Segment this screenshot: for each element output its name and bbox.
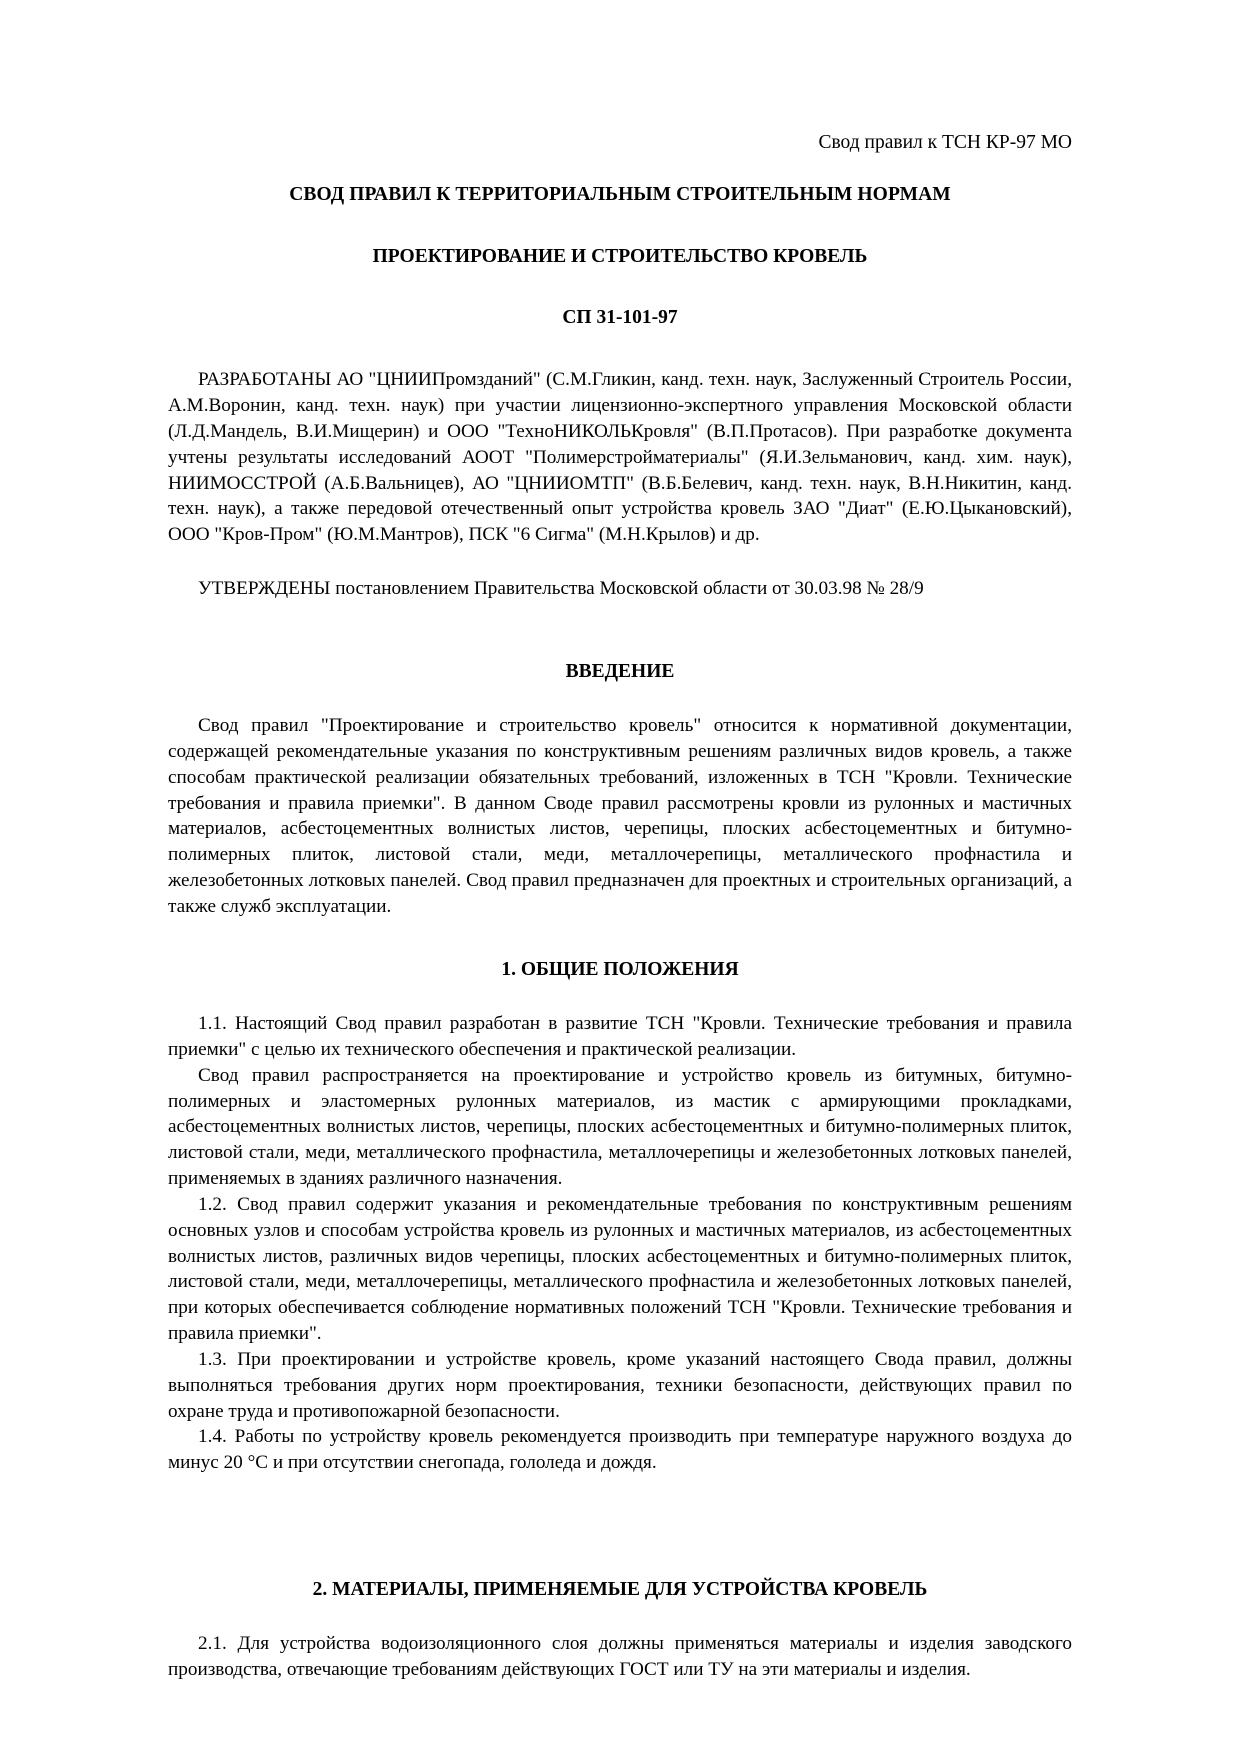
document-code: СП 31-101-97 [562,306,678,328]
introduction-paragraph: Свод правил "Проектирование и строительство кровель" относится к нормативной документации, содержащей рекомендательные указания по конструктивным решениям различных видов кровель, а также способам практической реализации обязательных требований, изложенных в ТСН "Кровли. Технические требования и правила приемки". В данном Своде правил рассмотрены кровли из рулонных и мастичных материалов, асбестоцементных волнистых листов, черепицы, плоских асбестоцементных и битумно-полимерных плиток, листовой стали, меди, металлочерепицы, металлического профнастила и железобетонных лотковых панелей. Свод правил предназначен для проектных и строительных организаций, а также служб эксплуатации. [168,715,1072,917]
introduction-heading: ВВЕДЕНИЕ [565,660,675,682]
section-1-paragraph-1-1: 1.1. Настоящий Свод правил разработан в развитие ТСН "Кровли. Технические требования и правила приемки" с целью их технического обеспечения и практической реализации. [168,1013,1072,1060]
section-1-paragraph-1-3: 1.3. При проектировании и устройстве кровель, кроме указаний настоящего Свода правил, должны выполняться требования других норм проектирования, техники безопасности, действующих правил по охране труда и противопожарной безопасности. [168,1348,1072,1422]
section-1-paragraph-scope: Свод правил распространяется на проектирование и устройство кровель из битумных, битумно-полимерных и эластомерных рулонных материалов, из мастик с армирующими прокладками, асбестоцементных волнистых листов, черепицы, плоских асбестоцементных и битумно-полимерных плиток, листовой стали, меди, металлического профнастила, металлочерепицы и железобетонных лотковых панелей, применяемых в зданиях различного назначения. [168,1064,1072,1190]
section-1-paragraph-1-4: 1.4. Работы по устройству кровель рекомендуется производить при температуре наружного воздуха до минус 20 °С и при отсутствии снегопада, гололеда и дождя. [168,1426,1072,1474]
section-1-heading: 1. ОБЩИЕ ПОЛОЖЕНИЯ [501,958,739,980]
section-1-paragraph-1-2: 1.2. Свод правил содержит указания и рекомендательные требования по конструктивным решениям основных узлов и способам устройства кровель из рулонных и мастичных материалов, из асбестоцементных волнистых листов, различных видов черепицы, плоских асбестоцементных и битумно-полимерных плиток, листовой стали, меди, металлочерепицы, металлического профнастила и железобетонных лотковых панелей, при которых обеспечивается соблюдение нормативных положений ТСН "Кровли. Технические требования и правила приемки". [168,1193,1072,1345]
developed-by-paragraph: РАЗРАБОТАНЫ АО "ЦНИИПромзданий" (С.М.Гликин, канд. техн. наук, Заслуженный Строитель России, А.М.Воронин, канд. техн. наук) при участии лицензионно-экспертного управления Московской области (Л.Д.Мандель, В.И.Мищерин) и ООО "ТехноНИКОЛЬКровля" (В.П.Протасов). При разработке документа учтены результаты исследований АООТ "Полимерстройматериалы" (Я.И.Зельманович, канд. хим. наук), НИИМОССТРОЙ (А.Б.Вальницев), АО "ЦНИИОМТП" (В.Б.Белевич, канд. техн. наук, В.Н.Никитин, канд. техн. наук), а также передовой отечественный опыт устройства кровель ЗАО "Диат" (Е.Ю.Цыкановский), ООО "Кров-Пром" (Ю.М.Мантров), ПСК "6 Сигма" (М.Н.Крылов) и др. [168,369,1072,546]
section-2-paragraph-2-1: 2.1. Для устройства водоизоляционного слоя должны применяться материалы и изделия заводского производства, отвечающие требованиям действующих ГОСТ или ТУ на эти материалы и изделия. [168,1633,1072,1681]
document-subtitle: ПРОЕКТИРОВАНИЕ И СТРОИТЕЛЬСТВО КРОВЕЛЬ [372,245,868,267]
page-title: СВОД ПРАВИЛ К ТЕРРИТОРИАЛЬНЫМ СТРОИТЕЛЬНЫМ НОРМАМ [289,184,951,206]
running-head: Свод правил к ТСН КР-97 МО [818,132,1072,153]
section-2-heading: 2. МАТЕРИАЛЫ, ПРИМЕНЯЕМЫЕ ДЛЯ УСТРОЙСТВА КРОВЕЛЬ [312,1578,928,1600]
approved-by-paragraph: УТВЕРЖДЕНЫ постановлением Правительства Московской области от 30.03.98 № 28/9 [198,578,924,600]
